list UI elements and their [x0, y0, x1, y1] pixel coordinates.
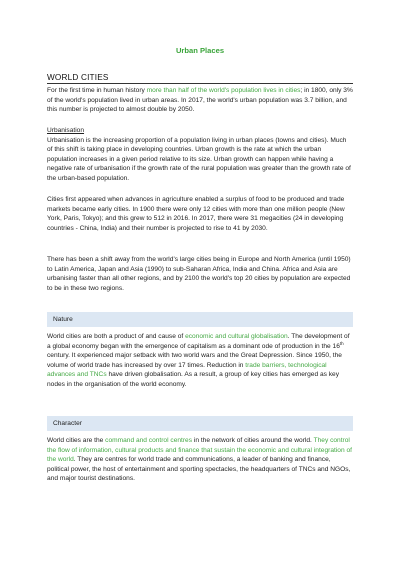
nature-paragraph: World cities are both a product of and cause of economic and cultural globalisation. The development of a global economy began with the emergence of capitalism as a dominant ode of production in the 16th century. It experienced major setback with two world wars and the Great Depression. Since 1950, the volume of world trade has increased by over 17 times. Reduction in trade barriers, technological advances and TNCs have driven globalisation. As a result, a group of key cities has emerged as key nodes in the organisation of the world economy. [47, 333, 350, 388]
character-box: Character [47, 416, 353, 431]
character-paragraph: World cities are the command and control centres in the network of cities around the world. They control the flow of information, cultural products and finance that sustain the economic and cultural integration of the world. They are centres for world trade and communications, a leader of banking and finance, political power, the host of entertainment and sporting spectacles, the headquarters of TNCs and NGOs, and major tourist destinations. [47, 437, 352, 482]
highlight-text: They control the flow of information, cultural products and finance that sustain the economic and cultural integration of the world [47, 437, 352, 463]
cities-paragraph: Cities first appeared when advances in agriculture enabled a surplus of food to be produced and trade markets became early cities. In 1900 there were only 12 cities with more than one million people (New York, Paris, Tokyo); and this grew to 512 in 2016. In 2017, there were 31 megacities (24 in developing countries - China, India) and their number is projected to rise to 41 by 2030. [47, 196, 345, 232]
urbanisation-text: Urbanisation is the increasing proportion of a population living in urban places (towns and cities). Much of this shift is taking place in developing countries. Urban growth is the rate at which the urban population increases in a given period relative to its size. Urban growth can happen while having a negative rate of urbanisation if the growth rate of the rural population was greater than the growth rate of the urban-based population. [47, 136, 351, 182]
page-title: Urban Places [175, 46, 225, 55]
highlight-text: trade barriers, technological advances and TNCs [47, 361, 327, 378]
intro-paragraph: For the first time in human history more than half of the world's population lives in cities; in 1800, only 3% of the world's population lived in urban areas. In 2017, the world's urban population was 3.7 billion, and this number is projected to almost double by 2050. [47, 87, 353, 113]
highlight-text: more than half of the world's population lives in cities [146, 87, 301, 94]
highlight-text: economic and cultural globalisation [185, 333, 288, 340]
urbanisation-section [47, 126, 353, 183]
highlight-text: command and control centres [105, 437, 193, 444]
section-heading-world-cities: WORLD CITIES [47, 73, 353, 84]
nature-box: Nature [47, 312, 353, 327]
shift-paragraph: There has been a shift away from the world's large cities being in Europe and North America (until 1950) to Latin America, Japan and Asia (1990) to sub-Saharan Africa, India and China. Africa and Asia are urbanising faster than all other regions, and by 2100 the world's top 20 cities by population are expected to be in these two regions. [47, 256, 351, 292]
urbanisation-heading: Urbanisation [47, 127, 85, 134]
